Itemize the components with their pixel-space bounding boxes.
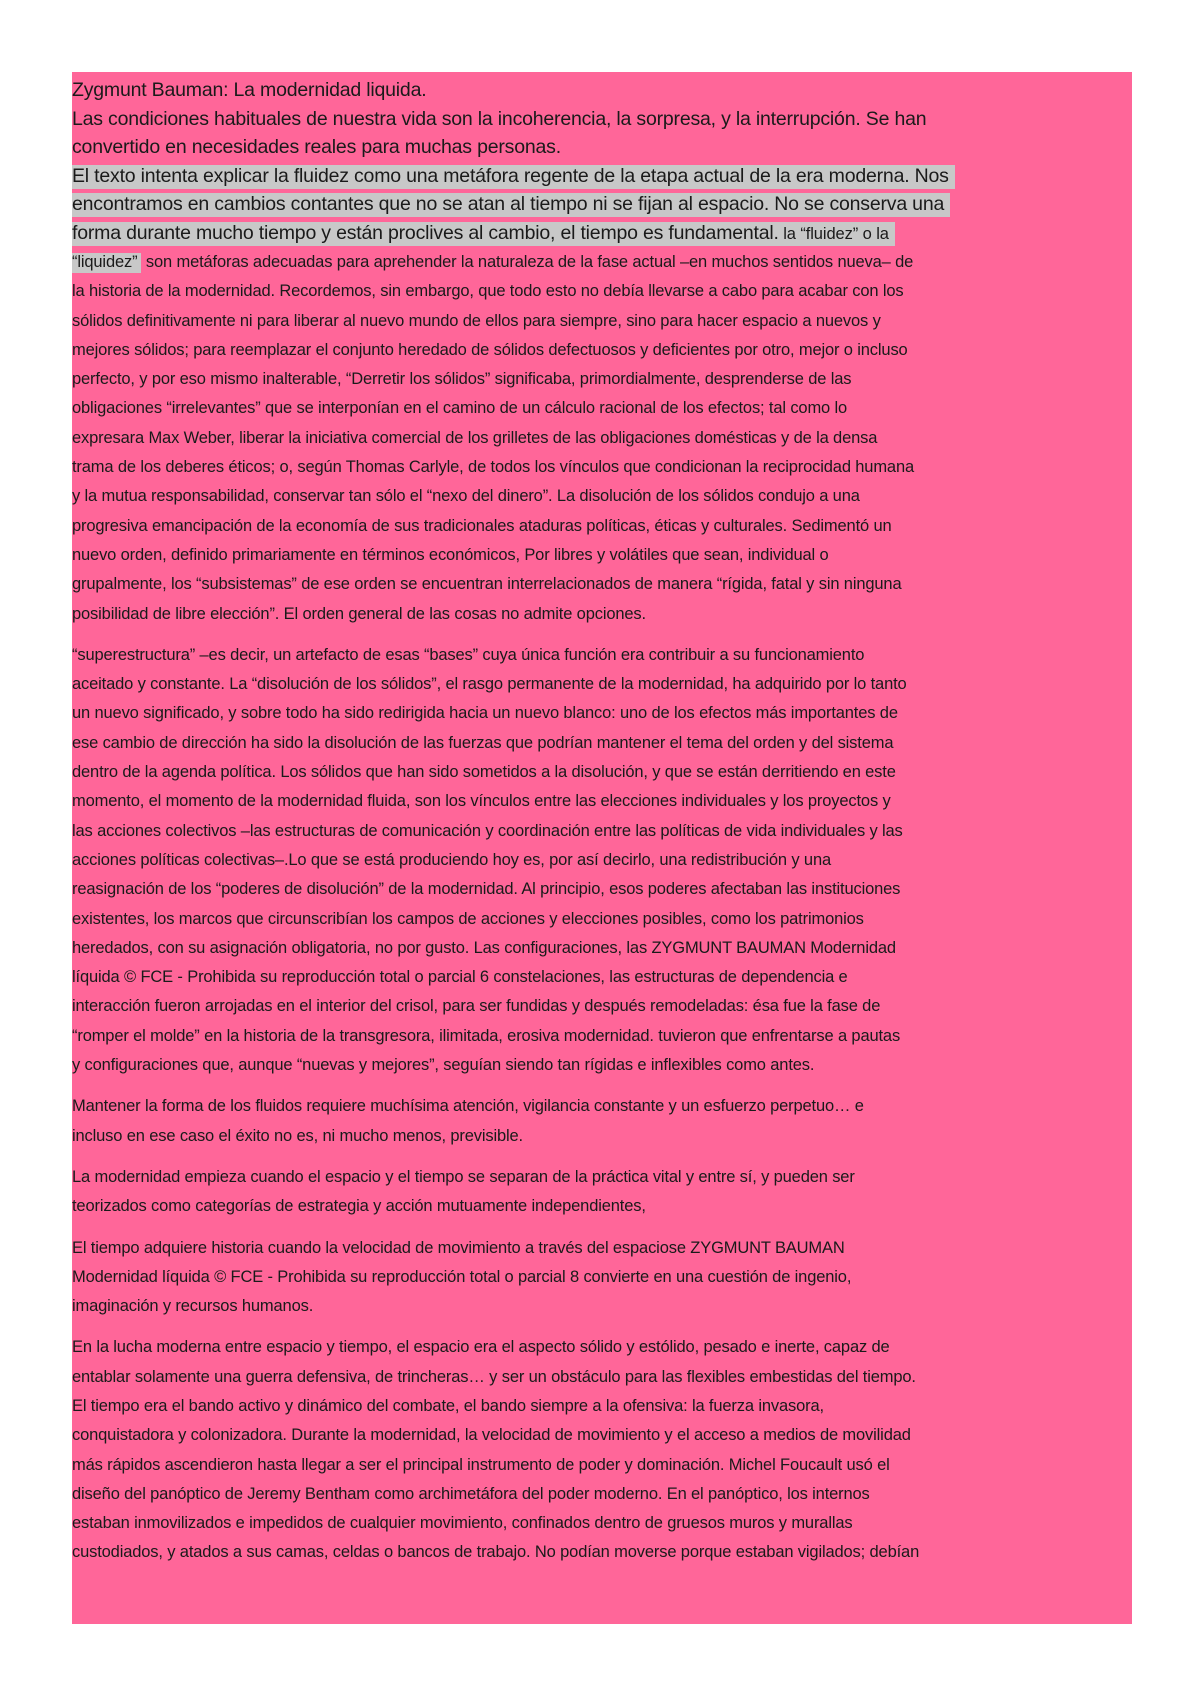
paragraph-line: interacción fueron arrojadas en el interior del crisol, para ser fundidas y después remodeladas: ésa fue la fase de <box>72 997 881 1016</box>
paragraph-line: diseño del panóptico de Jeremy Bentham como archimetáfora del poder moderno. En el panóptico, los internos <box>72 1484 870 1503</box>
document-page <box>72 72 1132 1624</box>
paragraph-line: las acciones colectivos –las estructuras de comunicación y coordinación entre las políticas de vida individuales y las <box>72 821 903 840</box>
paragraph-line: estaban inmovilizados e impedidos de cualquier movimiento, confinados dentro de gruesos muros y murallas <box>72 1514 853 1533</box>
paragraph-line: nuevo orden, definido primariamente en términos económicos, Por libres y volátiles que sean, individual o <box>72 545 829 564</box>
paragraph-line: Modernidad líquida © FCE - Prohibida su reproducción total o parcial 8 convierte en una cuestión de ingenio, <box>72 1267 852 1286</box>
paragraph-line: momento, el momento de la modernidad fluida, son los vínculos entre las elecciones individuales y los proyectos y <box>72 792 891 811</box>
paragraph-line: y configuraciones que, aunque “nuevas y mejores”, seguían siendo tan rígidas e inflexibles como antes. <box>72 1056 815 1075</box>
paragraph-line: expresara Max Weber, liberar la iniciativa comercial de los grilletes de las obligaciones domésticas y de la densa <box>72 428 878 447</box>
paragraph-4 <box>72 1163 1132 1222</box>
highlighted-word: “liquidez” <box>72 253 141 273</box>
paragraph-line: aceitado y constante. La “disolución de los sólidos”, el rasgo permanente de la modernidad, ha adquirido por lo tanto <box>72 675 907 694</box>
paragraph-line: reasignación de los “poderes de disolución” de la modernidad. Al principio, esos poderes afectaban las instituciones <box>72 880 901 899</box>
paragraph-line: “romper el molde” en la historia de la transgresora, ilimitada, erosiva modernidad. tuvieron que enfrentarse a pautas <box>72 1026 901 1045</box>
paragraph-line: sólidos definitivamente ni para liberar al nuevo mundo de ellos para siempre, sino para hacer espacio a nuevos y <box>72 311 881 330</box>
paragraph-line: más rápidos ascendieron hasta llegar a ser el principal instrumento de poder y dominación. Michel Foucault usó el <box>72 1455 890 1474</box>
paragraph-line: ese cambio de dirección ha sido la disolución de las fuerzas que podrían mantener el tema del orden y del sistema <box>72 733 894 752</box>
paragraph-line: En la lucha moderna entre espacio y tiempo, el espacio era el aspecto sólido y estólido, pesado e inerte, capaz de <box>72 1338 890 1357</box>
paragraph-line: perfecto, y por eso mismo inalterable, “Derretir los sólidos” significaba, primordialmente, desprenderse de las <box>72 370 852 389</box>
paragraph-line: progresiva emancipación de la economía de sus tradicionales ataduras políticas, éticas y culturales. Sedimentó un <box>72 516 892 535</box>
paragraph-line: Mantener la forma de los fluidos requiere muchísima atención, vigilancia constante y un esfuerzo perpetuo… e <box>72 1097 864 1116</box>
paragraph-1 <box>72 248 1132 629</box>
paragraph-line: mejores sólidos; para reemplazar el conjunto heredado de sólidos defectuosos y deficientes por otro, mejor o incluso <box>72 340 908 359</box>
intro-line: convertido en necesidades reales para muchas personas. <box>72 136 561 158</box>
paragraph-line: posibilidad de libre elección”. El orden general de las cosas no admite opciones. <box>72 604 646 623</box>
highlighted-line: encontramos en cambios contantes que no se atan al tiempo ni se fijan al espacio. No se conserva una <box>72 193 950 217</box>
document-title: Zygmunt Bauman: La modernidad liquida. <box>72 79 427 101</box>
paragraph-line: La modernidad empieza cuando el espacio y el tiempo se separan de la práctica vital y entre sí, y pueden ser <box>72 1167 855 1186</box>
paragraph-line: grupalmente, los “subsistemas” de ese orden se encuentran interrelacionados de manera “rígida, fatal y sin ninguna <box>72 575 902 594</box>
highlighted-tail: la “fluidez” o la <box>778 224 889 243</box>
paragraph-line: teorizados como categorías de estrategia y acción mutuamente independientes, <box>72 1197 646 1216</box>
paragraph-line: custodiados, y atados a sus camas, celdas o bancos de trabajo. No podían moverse porque estaban vigilados; debían <box>72 1543 920 1562</box>
paragraph-line: entablar solamente una guerra defensiva, de trincheras… y ser un obstáculo para las flexibles embestidas del tiempo. <box>72 1367 916 1386</box>
paragraph-line: obligaciones “irrelevantes” que se interponían en el camino de un cálculo racional de los efectos; tal como lo <box>72 399 848 418</box>
paragraph-line: incluso en ese caso el éxito no es, ni mucho menos, previsible. <box>72 1126 523 1145</box>
paragraph-line: líquida © FCE - Prohibida su reproducción total o parcial 6 constelaciones, las estructuras de dependencia e <box>72 968 848 987</box>
paragraph-line: El tiempo era el bando activo y dinámico del combate, el bando siempre a la ofensiva: la fuerza invasora, <box>72 1396 824 1415</box>
paragraph-3 <box>72 1092 1132 1151</box>
paragraph-line: heredados, con su asignación obligatoria, no por gusto. Las configuraciones, las ZYGMUNT BAUMAN Modernidad <box>72 938 896 957</box>
paragraph-line: y la mutua responsabilidad, conservar tan sólo el “nexo del dinero”. La disolución de los sólidos condujo a una <box>72 487 860 506</box>
highlighted-line: forma durante mucho tiempo y están proclives al cambio, el tiempo es fundamental. <box>72 221 779 244</box>
paragraph-2 <box>72 641 1132 1080</box>
intro-line: Las condiciones habituales de nuestra vida son la incoherencia, la sorpresa, y la interrupción. Se han <box>72 107 927 130</box>
paragraph-line: dentro de la agenda política. Los sólidos que han sido sometidos a la disolución, y que se están derritiendo en este <box>72 763 896 782</box>
paragraph-6 <box>72 1333 1132 1567</box>
highlighted-line: El texto intenta explicar la fluidez como una metáfora regente de la etapa actual de la era moderna. Nos <box>72 165 955 189</box>
paragraph-line: acciones políticas colectivas–.Lo que se está produciendo hoy es, por así decirlo, una redistribución y una <box>72 850 831 869</box>
paragraph-line: existentes, los marcos que circunscribían los campos de acciones y elecciones posibles, como los patrimonios <box>72 909 864 928</box>
paragraph-5 <box>72 1234 1132 1322</box>
paragraph-line: conquistadora y colonizadora. Durante la modernidad, la velocidad de movimiento y el acceso a medios de movilidad <box>72 1426 911 1445</box>
paragraph-line: El tiempo adquiere historia cuando la velocidad de movimiento a través del espaciose ZYGMUNT BAUMAN <box>72 1238 845 1257</box>
paragraph-line: un nuevo significado, y sobre todo ha sido redirigida hacia un nuevo blanco: uno de los efectos más importantes de <box>72 704 898 723</box>
paragraph-line: imaginación y recursos humanos. <box>72 1297 314 1316</box>
document-header <box>72 76 1132 248</box>
paragraph-line: trama de los deberes éticos; o, según Thomas Carlyle, de todos los vínculos que condicionan la reciprocidad humana <box>72 458 915 477</box>
paragraph-line: son metáforas adecuadas para aprehender la naturaleza de la fase actual –en muchos sentidos nueva– de <box>141 253 914 271</box>
paragraph-line: la historia de la modernidad. Recordemos, sin embargo, que todo esto no debía llevarse a cabo para acabar con los <box>72 282 904 301</box>
paragraph-line: “superestructura” –es decir, un artefacto de esas “bases” cuya única función era contribuir a su funcionamiento <box>72 645 865 664</box>
